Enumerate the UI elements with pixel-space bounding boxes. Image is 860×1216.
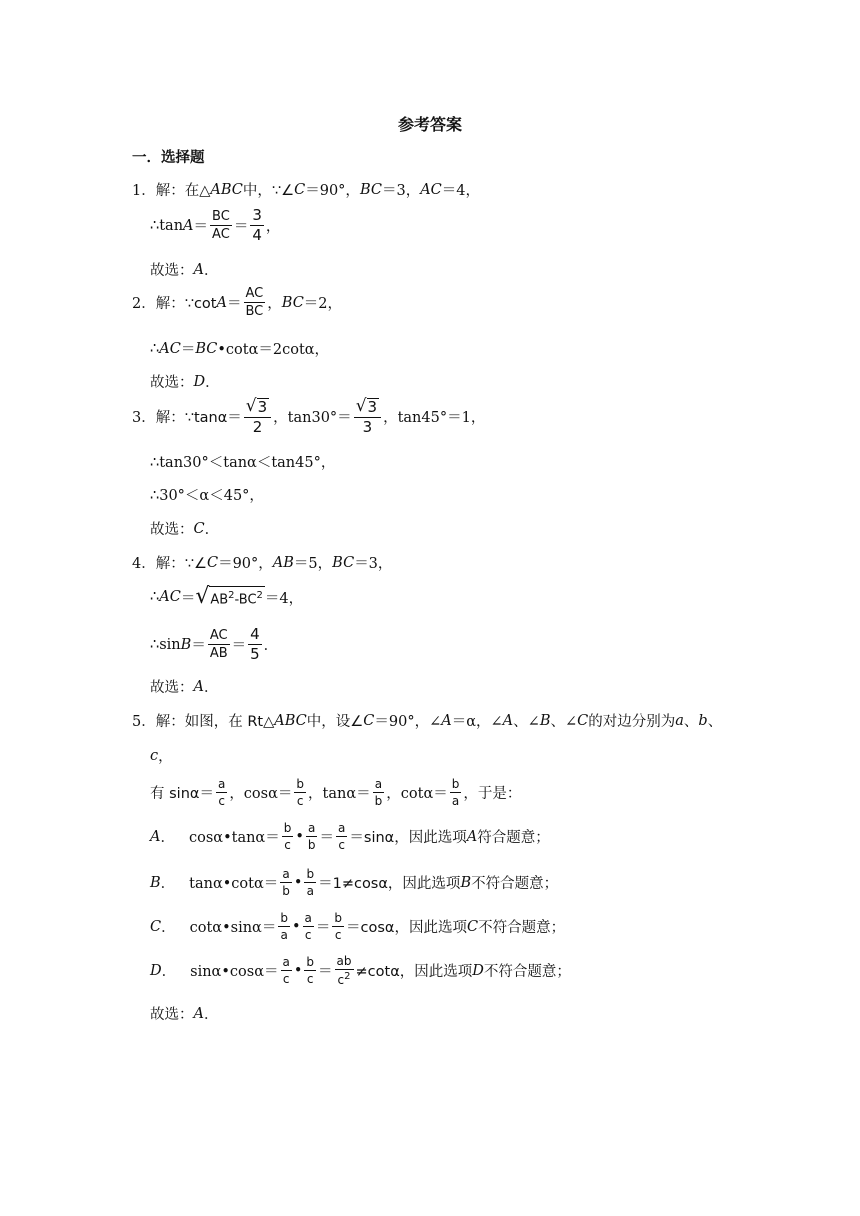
- q4-fraction-ac-ab: $\frac{AC}{AB}$: [209, 628, 228, 661]
- q5-line1-cont: c ，: [150, 747, 173, 765]
- section-heading: 一．选择题: [132, 150, 205, 166]
- q1-fraction-3-4: $\frac{3}{4}$: [252, 206, 262, 244]
- q3-line3: ∴30°＜α＜45°，: [150, 488, 264, 504]
- q5b-fraction-b-a: $\frac{b}{a}$: [306, 867, 315, 898]
- q2-fraction-ac-bc: $\frac{AC}{BC}$: [245, 286, 264, 319]
- q5b-fraction-a-b: $\frac{a}{b}$: [282, 867, 290, 898]
- q1-answer: 故选： A ．: [150, 261, 219, 279]
- q5-line1: 5． 解：如图，在 Rt△ ABC 中，设∠ C ＝90°，∠ A ＝α，∠ A 、∠ B 、∠ C 的对边分别为 a 、 b 、: [132, 710, 722, 731]
- q5d-fraction-ab-c2: $\frac{ab}{c^2}$: [336, 954, 352, 987]
- q5a-fraction-b-c: $\frac{b}{c}$: [283, 821, 292, 852]
- q3-line2: ∴tan30°＜tanα＜tan45°，: [150, 455, 336, 471]
- q5d-fraction-b-c: $\frac{b}{c}$: [306, 955, 315, 986]
- q5-fraction-a-c: $\frac{a}{c}$: [217, 777, 226, 808]
- q5c-fraction-b-c: $\frac{b}{c}$: [334, 911, 343, 942]
- q5a-fraction-a-c: $\frac{a}{c}$: [338, 821, 346, 852]
- q4-sqrt-expression: √ $AB^2-BC^2$: [195, 584, 263, 609]
- q3-fraction-sqrt3-3: √ 3 3: [354, 398, 381, 435]
- q1-number: 1．: [132, 183, 156, 199]
- q2-answer: 故选： D ．: [150, 373, 220, 391]
- q4-number: 4．: [132, 556, 156, 572]
- q2-line1: 2． 解：∵cot A ＝ $\frac{AC}{BC}$ ， BC ＝2，: [132, 286, 343, 319]
- q2-number: 2．: [132, 296, 156, 312]
- q2-line2: ∴ AC ＝ BC •cotα＝2cotα，: [150, 340, 330, 358]
- q1-line2: ∴tan A ＝ $\frac{BC}{AC}$ ＝ $\frac{3}{4}$ ，: [150, 206, 281, 244]
- q5-option-d: D ． sinα•cosα＝ $\frac{a}{c}$ • $\frac{b}{c}$ ＝ $\frac{ab}{c^2}$ ≠cotα，因此选项 D 不符合题意；: [150, 954, 571, 987]
- q3-number: 3．: [132, 410, 156, 426]
- q4-fraction-4-5: $\frac{4}{5}$: [250, 625, 260, 663]
- q4-line3: ∴sin B ＝ $\frac{AC}{AB}$ ＝ $\frac{4}{5}$ ．: [150, 625, 279, 663]
- q5-number: 5．: [132, 714, 156, 730]
- q5c-fraction-a-c: $\frac{a}{c}$: [304, 911, 312, 942]
- q5-option-c: C ． cotα•sinα＝ $\frac{b}{a}$ • $\frac{a}{c}$ ＝ $\frac{b}{c}$ ＝cosα，因此选项 C 不符合题意；: [150, 911, 566, 942]
- q4-line2: ∴ AC ＝ √ $AB^2-BC^2$ ＝4，: [150, 584, 304, 609]
- q5-fraction-a-b: $\frac{a}{b}$: [374, 777, 383, 808]
- q1-line1: 1． 解：在△ ABC 中，∵∠ C ＝90°， BC ＝3， AC ＝4，: [132, 179, 480, 200]
- q1-fraction-bc-ac: $\frac{BC}{AC}$: [212, 209, 230, 242]
- q5d-fraction-a-c: $\frac{a}{c}$: [282, 955, 290, 986]
- q4-line1: 4． 解：∵∠ C ＝90°， AB ＝5， BC ＝3，: [132, 552, 392, 573]
- q5a-fraction-a-b: $\frac{a}{b}$: [307, 821, 316, 852]
- q5-option-a: A ． cosα•tanα＝ $\frac{b}{c}$ • $\frac{a}{b}$ ＝ $\frac{a}{c}$ ＝sinα，因此选项 A 符合题意；: [150, 821, 550, 852]
- q5-fraction-b-c: $\frac{b}{c}$: [296, 777, 305, 808]
- q5c-fraction-b-a: $\frac{b}{a}$: [280, 911, 288, 942]
- page-title: 参考答案: [397, 115, 462, 134]
- q3-fraction-sqrt3-2: √ 3 2: [244, 398, 271, 435]
- q5-answer: 故选： A ．: [150, 1005, 219, 1023]
- q4-answer: 故选： A ．: [150, 678, 219, 696]
- q3-line1: 3． 解：∵tanα＝ √ 3 2 ，tan30°＝ √ 3 3 ，tan45°＝1，: [132, 396, 486, 436]
- q5-line2: 有 sinα＝ $\frac{a}{c}$ ，cosα＝ $\frac{b}{c}$ ，tanα＝ $\frac{a}{b}$ ，cotα＝ $\frac{b}{a}$ ，于是：: [150, 777, 522, 808]
- q3-answer: 故选： C ．: [150, 520, 220, 538]
- q5-option-b: B ． tanα•cotα＝ $\frac{a}{b}$ • $\frac{b}{a}$ ＝1≠cosα，因此选项 B 不符合题意；: [150, 867, 559, 898]
- q5-fraction-b-a: $\frac{b}{a}$: [451, 777, 460, 808]
